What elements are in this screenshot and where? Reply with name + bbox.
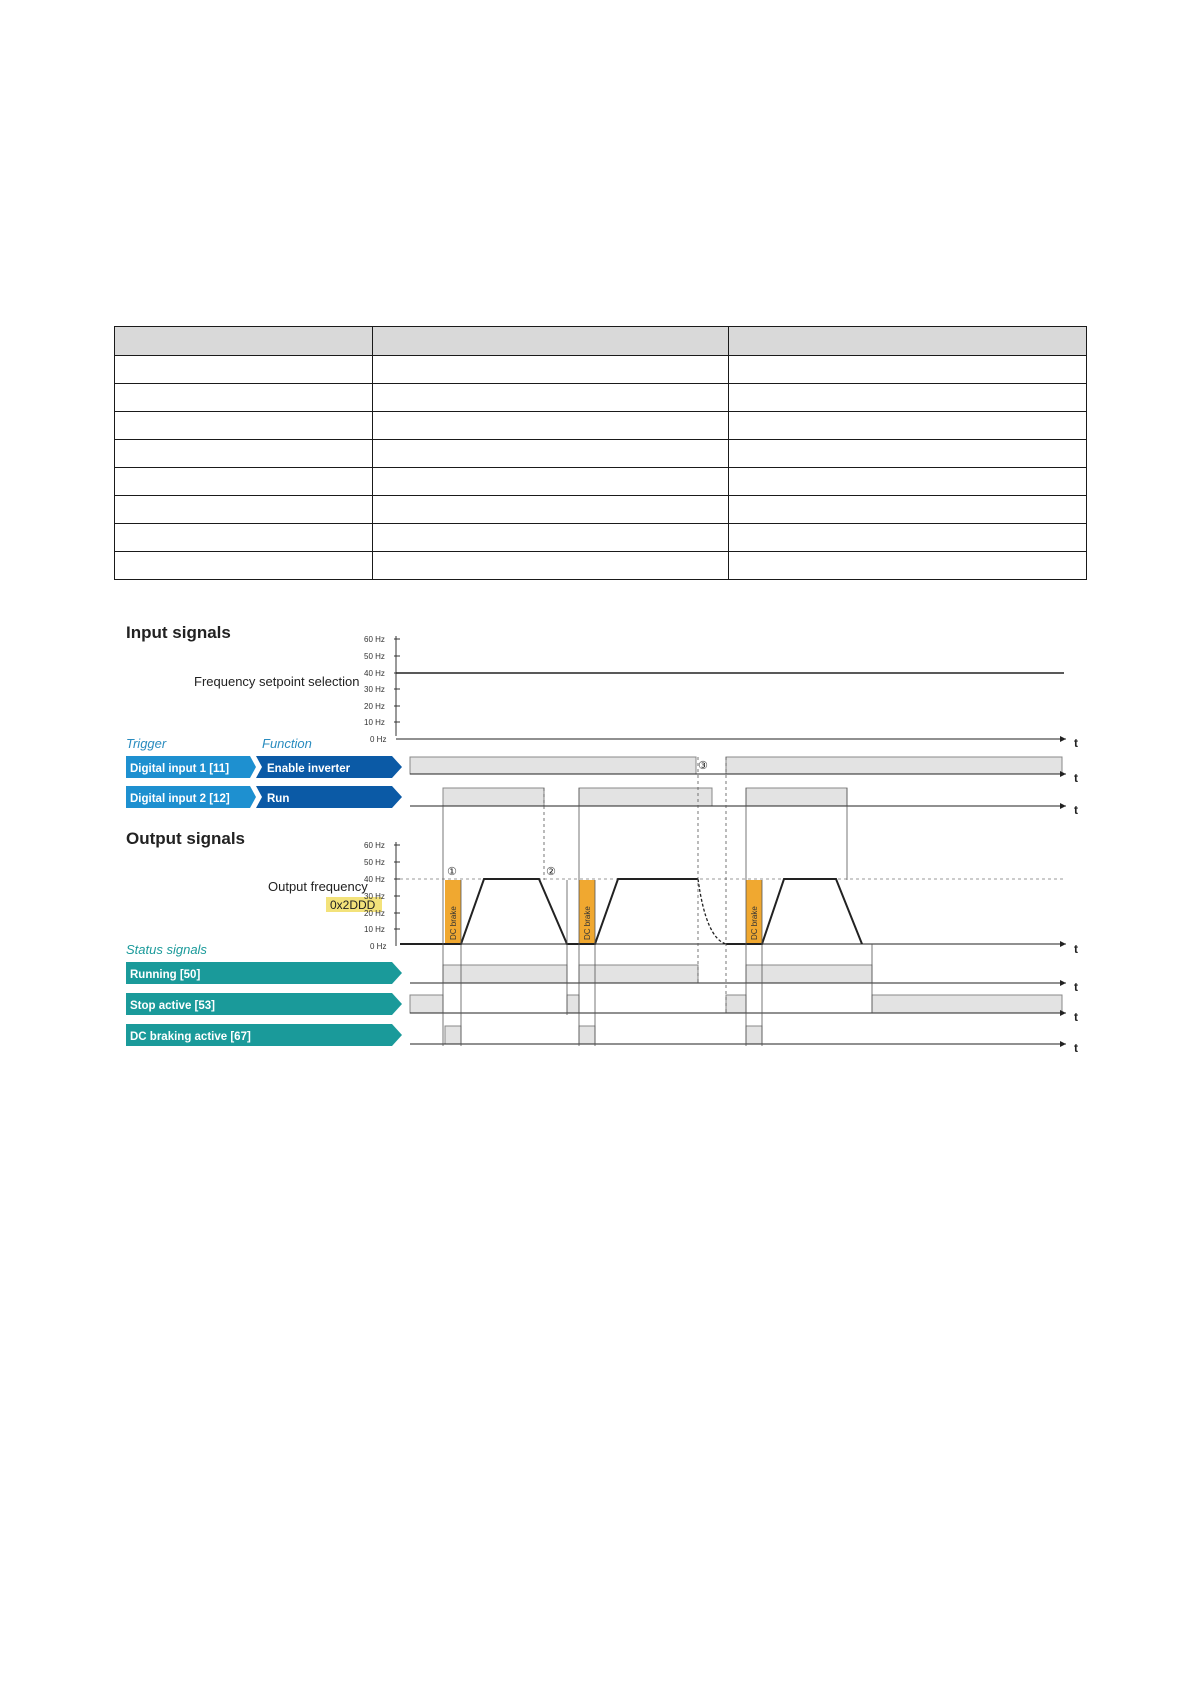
- table-cell: [373, 496, 729, 524]
- signal-high-bar: [726, 995, 746, 1013]
- status-label: Running [50]: [130, 969, 201, 981]
- output-signals-title: Output signals: [126, 829, 245, 848]
- function-label: Enable inverter: [267, 763, 351, 775]
- table-cell: [115, 524, 373, 552]
- signal-high-bar: [410, 757, 696, 774]
- table-cell: [115, 356, 373, 384]
- time-axis-label: t: [1074, 736, 1078, 750]
- table-cell: [729, 524, 1087, 552]
- marker-3: ③: [698, 760, 708, 772]
- table-row: [115, 468, 1087, 496]
- table-cell: [729, 496, 1087, 524]
- tick-label: 30 Hz: [364, 892, 385, 901]
- tick-label: 0 Hz: [370, 942, 387, 951]
- trigger-label: Digital input 2 [12]: [130, 793, 230, 805]
- time-axis-label: t: [1074, 980, 1078, 994]
- signal-high-bar: [445, 1026, 461, 1044]
- table-header-row: [115, 327, 1087, 356]
- dc-brake-label: DC brake: [583, 906, 592, 940]
- function-label: Run: [267, 793, 290, 805]
- table-cell: [729, 412, 1087, 440]
- signal-high-bar: [579, 788, 712, 806]
- table-cell: [373, 552, 729, 580]
- table-cell: [729, 440, 1087, 468]
- table-row: [115, 384, 1087, 412]
- status-stop-active-row: [126, 993, 1078, 1024]
- dc-brake-label: DC brake: [449, 906, 458, 940]
- input-frequency-axis: [364, 635, 400, 744]
- table-cell: [729, 384, 1087, 412]
- dc-brake-bars: [445, 880, 762, 944]
- status-signals-caption: Status signals: [126, 942, 207, 957]
- table-cell: [373, 440, 729, 468]
- status-label: DC braking active [67]: [130, 1031, 251, 1043]
- marker-2: ②: [546, 866, 556, 878]
- status-dc-braking-row: [126, 1024, 1078, 1055]
- table-cell: [115, 468, 373, 496]
- output-frequency-axis: [364, 841, 400, 951]
- table-row: [115, 440, 1087, 468]
- tick-label: 60 Hz: [364, 841, 385, 850]
- time-axis-label: t: [1074, 1010, 1078, 1024]
- signal-high-bar: [872, 995, 1062, 1013]
- signal-high-bar: [567, 995, 579, 1013]
- table-row: [115, 496, 1087, 524]
- tick-label: 40 Hz: [364, 669, 385, 678]
- table-row: [115, 552, 1087, 580]
- table-cell: [729, 356, 1087, 384]
- table-cell: [373, 412, 729, 440]
- table-row: [115, 412, 1087, 440]
- tick-label: 10 Hz: [364, 718, 385, 727]
- table-cell: [115, 440, 373, 468]
- trigger-caption: Trigger: [126, 736, 167, 751]
- timing-diagram: [114, 612, 1084, 1062]
- dc-brake-label: DC brake: [750, 906, 759, 940]
- time-axis-label: t: [1074, 771, 1078, 785]
- status-label: Stop active [53]: [130, 1000, 215, 1012]
- tick-label: 20 Hz: [364, 702, 385, 711]
- tick-label: 50 Hz: [364, 858, 385, 867]
- signal-high-bar: [746, 788, 847, 806]
- output-frequency-label: Output frequency: [268, 879, 368, 894]
- table-header-cell: [373, 327, 729, 356]
- signal-high-bar: [443, 965, 567, 983]
- table-cell: [373, 468, 729, 496]
- tick-label: 60 Hz: [364, 635, 385, 644]
- time-axis-label: t: [1074, 1041, 1078, 1055]
- parameter-table: [114, 326, 1087, 580]
- signal-high-bar: [746, 965, 872, 983]
- function-caption: Function: [262, 736, 312, 751]
- table-row: [115, 356, 1087, 384]
- signal-high-bar: [579, 1026, 595, 1044]
- table-cell: [115, 496, 373, 524]
- digital-input-1-row: [126, 756, 1078, 785]
- table-cell: [373, 356, 729, 384]
- tick-label: 20 Hz: [364, 909, 385, 918]
- signal-high-bar: [726, 757, 1062, 774]
- signal-high-bar: [579, 965, 698, 983]
- trigger-label: Digital input 1 [11]: [130, 763, 230, 775]
- tick-label: 40 Hz: [364, 875, 385, 884]
- time-axis-label: t: [1074, 942, 1078, 956]
- coast-decay-curve: [698, 879, 726, 944]
- output-frequency-trace: [400, 879, 698, 944]
- digital-input-2-row: [126, 786, 1078, 817]
- status-running-row: [126, 962, 1078, 994]
- table-cell: [373, 524, 729, 552]
- output-frequency-param: 0x2DDD: [330, 898, 376, 912]
- tick-label: 0 Hz: [370, 735, 387, 744]
- tick-label: 10 Hz: [364, 925, 385, 934]
- frequency-setpoint-label: Frequency setpoint selection: [194, 674, 360, 689]
- signal-high-bar: [746, 1026, 762, 1044]
- timing-diagram-svg: [114, 612, 1084, 1062]
- table-cell: [729, 468, 1087, 496]
- marker-1: ①: [447, 866, 457, 878]
- input-signals-title: Input signals: [126, 623, 231, 642]
- table-cell: [729, 552, 1087, 580]
- table-cell: [115, 384, 373, 412]
- table-row: [115, 524, 1087, 552]
- signal-high-bar: [443, 788, 544, 806]
- table-cell: [115, 412, 373, 440]
- tick-label: 30 Hz: [364, 685, 385, 694]
- table-header-cell: [729, 327, 1087, 356]
- time-axis-label: t: [1074, 803, 1078, 817]
- table-header-cell: [115, 327, 373, 356]
- tick-label: 50 Hz: [364, 652, 385, 661]
- table-cell: [115, 552, 373, 580]
- table-cell: [373, 384, 729, 412]
- signal-high-bar: [410, 995, 443, 1013]
